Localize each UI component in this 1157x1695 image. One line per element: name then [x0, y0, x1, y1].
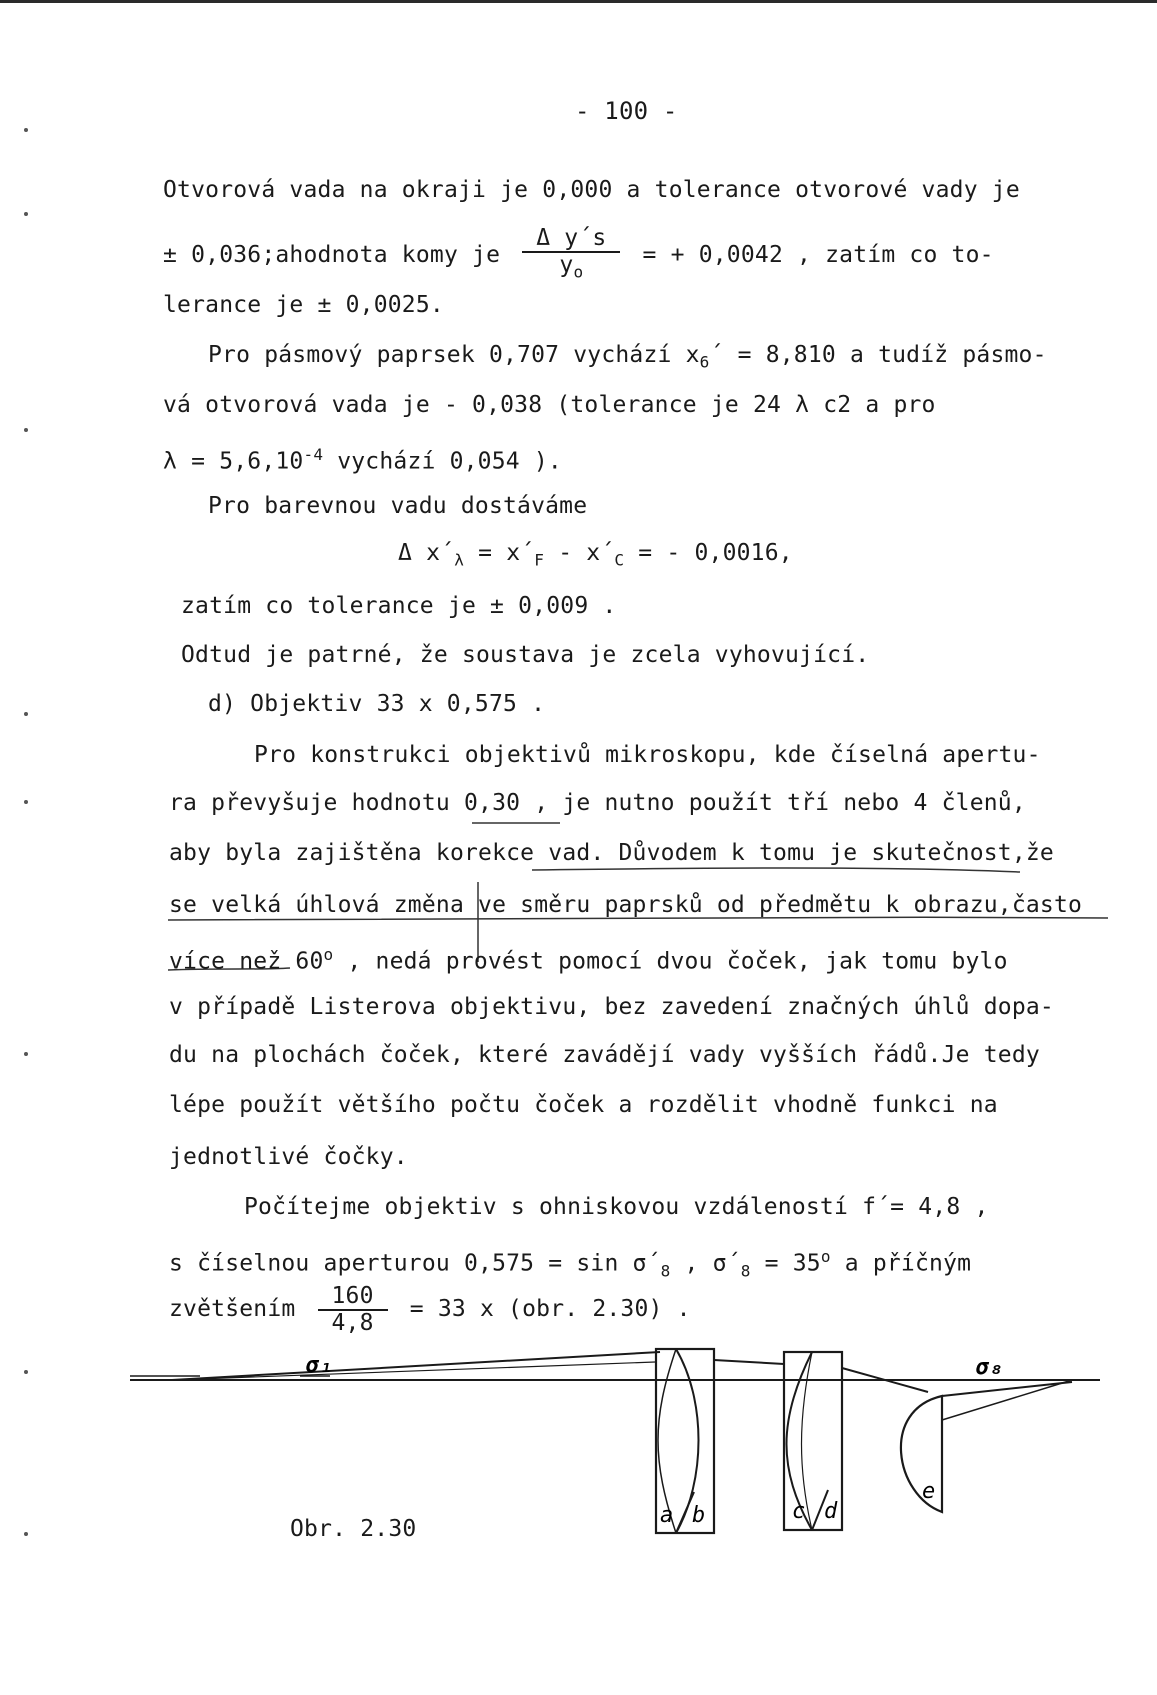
subscript: 8	[660, 1261, 671, 1281]
sigma-left-label: σ₁	[306, 1353, 333, 1378]
superscript: o	[820, 1247, 831, 1266]
lens-label-b: b	[692, 1503, 706, 1528]
text-line: Odtud je patrné, že soustava je zcela vyhovující.	[181, 642, 870, 668]
ray-segment	[942, 1380, 1072, 1420]
text-segment: ± 0,036;ahodnota komy je	[163, 241, 501, 268]
text-line: Počítejme objektiv s ohniskovou vzdáleností f´= 4,8 ,	[244, 1194, 989, 1220]
lens-label-d: d	[824, 1499, 838, 1524]
text-line: du na plochách čoček, které zavádějí vady vyšších řádů.Je tedy	[169, 1042, 1040, 1068]
lens-label-c: c	[792, 1499, 806, 1524]
text-segment: = 35	[750, 1250, 821, 1277]
text-segment: = x´	[464, 540, 535, 566]
text-segment: = + 0,0042 , zatím co to-	[642, 241, 994, 268]
text-line: Pro konstrukci objektivů mikroskopu, kde číselná apertu-	[254, 742, 1041, 768]
text-segment: - x´	[544, 540, 615, 566]
text-segment: vychází 0,054 ).	[323, 448, 562, 475]
text-line: ra převyšuje hodnotu 0,30 , je nutno použít tří nebo 4 členů,	[169, 790, 1026, 816]
ray-segment	[172, 1352, 660, 1380]
superscript: -4	[303, 445, 324, 464]
sigma-right-label: σ₈	[976, 1355, 1003, 1380]
text-segment: , σ´	[670, 1250, 741, 1277]
text-line: lépe použít většího počtu čoček a rozdělit vhodně funkci na	[169, 1092, 998, 1118]
section-heading: d) Objektiv 33 x 0,575 .	[208, 691, 546, 717]
ray-segment	[942, 1382, 1072, 1396]
text-segment: ´ = 8,810 a tudíž pásmo-	[709, 342, 1047, 368]
text-line: lerance je ± 0,0025.	[163, 292, 444, 318]
text-segment: , nedá provést pomocí dvou čoček, jak tomu bylo	[333, 948, 1008, 975]
ray-segment	[172, 1362, 655, 1380]
text-line: vá otvorová vada je - 0,038 (tolerance je 24 λ c2 a pro	[163, 392, 936, 418]
text-line: aby byla zajištěna korekce vad. Důvodem k tomu je skutečnost,že	[169, 840, 1054, 866]
lens-label-e: e	[922, 1479, 936, 1504]
superscript: o	[323, 945, 334, 964]
text-segment: = 33 x (obr. 2.30) .	[409, 1296, 691, 1322]
text-segment: zvětšením	[169, 1296, 296, 1322]
subscript: F	[534, 550, 545, 570]
text-segment: a příčným	[830, 1250, 972, 1277]
text-line: jednotlivé čočky.	[169, 1144, 408, 1170]
subscript: 8	[740, 1261, 751, 1281]
fraction-denominator: 4,8	[331, 1310, 374, 1336]
text-segment: Δ x´	[398, 540, 455, 566]
fraction-numerator: Δ y´s	[522, 226, 620, 253]
denominator-text: y	[559, 252, 574, 278]
subscript: λ	[454, 550, 465, 570]
text-line: Otvorová vada na okraji je 0,000 a tolerance otvorové vady je	[163, 177, 1020, 203]
fraction-numerator: 160	[318, 1284, 388, 1311]
subscript: 6	[699, 352, 710, 372]
text-line: zatím co tolerance je ± 0,009 .	[181, 593, 617, 619]
text-segment: s číselnou aperturou 0,575 = sin σ´	[169, 1250, 661, 1277]
text-segment: více než 60	[169, 948, 324, 975]
text-segment: λ = 5,6,10	[163, 448, 304, 475]
page-number: - 100 -	[575, 97, 678, 125]
text-segment: = - 0,0016,	[624, 540, 793, 566]
figure-caption: Obr. 2.30	[290, 1516, 417, 1542]
ray-segment	[714, 1360, 784, 1364]
text-line: v případě Listerova objektivu, bez zavedení značných úhlů dopa-	[169, 994, 1054, 1020]
denominator-subscript: o	[573, 262, 584, 282]
subscript: C	[614, 550, 625, 570]
text-segment: Pro pásmový paprsek 0,707 vychází x	[208, 342, 700, 368]
text-line: Pro barevnou vadu dostáváme	[208, 493, 588, 519]
text-line: se velká úhlová změna ve směru paprsků od předmětu k obrazu,často	[169, 892, 1083, 918]
lens-label-a: a	[660, 1503, 674, 1528]
